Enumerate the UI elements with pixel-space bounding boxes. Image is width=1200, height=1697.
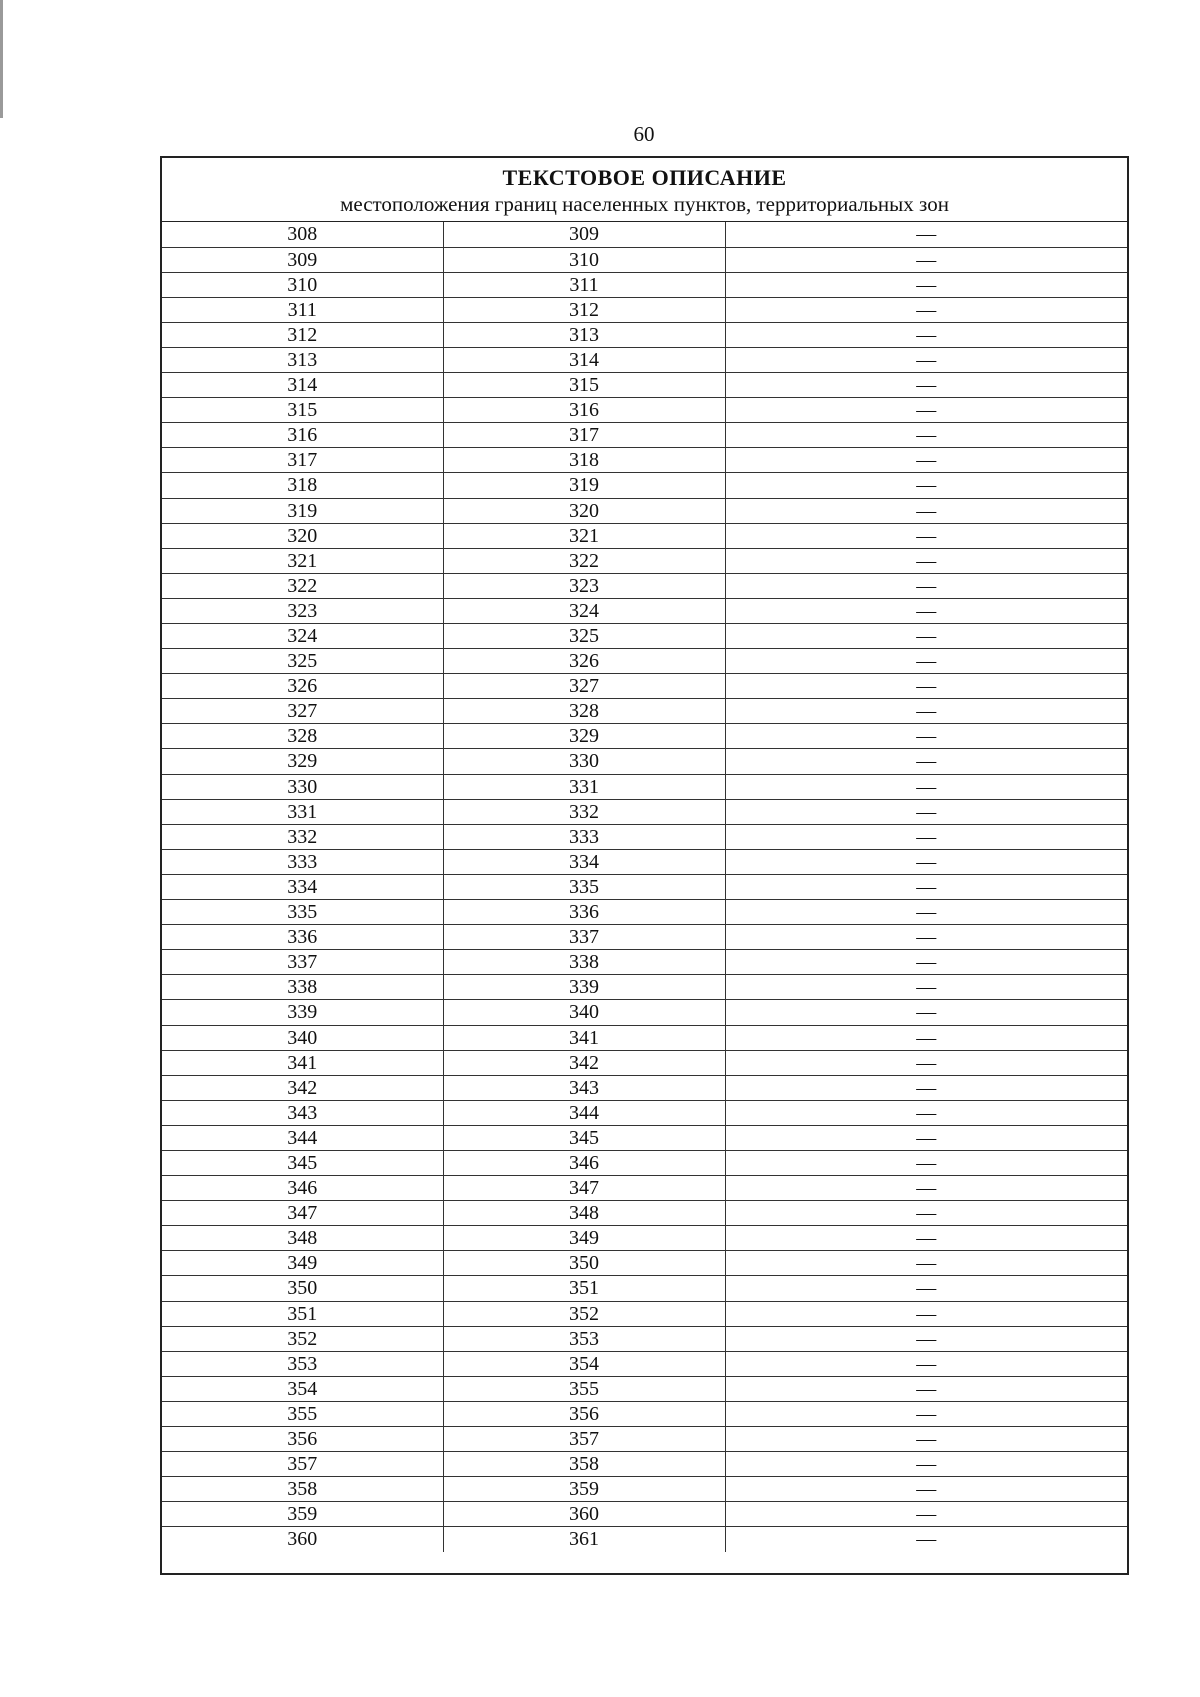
description-cell: — xyxy=(725,523,1127,548)
to-point-cell: 355 xyxy=(443,1376,725,1401)
from-point-cell: 339 xyxy=(162,1000,443,1025)
from-point-cell: 353 xyxy=(162,1351,443,1376)
from-point-cell: 344 xyxy=(162,1125,443,1150)
description-cell: — xyxy=(725,423,1127,448)
table-row xyxy=(162,247,1127,272)
table-row xyxy=(162,1502,1127,1527)
boundary-points-table xyxy=(162,222,1127,1552)
table-row xyxy=(162,749,1127,774)
from-point-cell: 349 xyxy=(162,1251,443,1276)
from-point-cell: 315 xyxy=(162,398,443,423)
to-point-cell: 319 xyxy=(443,473,725,498)
table-row xyxy=(162,272,1127,297)
description-cell: — xyxy=(725,1351,1127,1376)
from-point-cell: 319 xyxy=(162,498,443,523)
description-cell: — xyxy=(725,1502,1127,1527)
to-point-cell: 358 xyxy=(443,1452,725,1477)
from-point-cell: 325 xyxy=(162,649,443,674)
from-point-cell: 337 xyxy=(162,950,443,975)
description-cell: — xyxy=(725,849,1127,874)
to-point-cell: 324 xyxy=(443,598,725,623)
from-point-cell: 314 xyxy=(162,373,443,398)
table-row xyxy=(162,1050,1127,1075)
from-point-cell: 342 xyxy=(162,1075,443,1100)
description-cell: — xyxy=(725,1376,1127,1401)
to-point-cell: 310 xyxy=(443,247,725,272)
to-point-cell: 317 xyxy=(443,423,725,448)
table-row xyxy=(162,222,1127,247)
to-point-cell: 311 xyxy=(443,272,725,297)
description-cell: — xyxy=(916,1528,937,1551)
description-cell: — xyxy=(725,1251,1127,1276)
description-cell: — xyxy=(725,1326,1127,1351)
description-cell: — xyxy=(725,1401,1127,1426)
from-point-cell: 352 xyxy=(162,1326,443,1351)
from-point-cell: 358 xyxy=(162,1477,443,1502)
description-cell: — xyxy=(725,975,1127,1000)
from-point-cell: 312 xyxy=(162,322,443,347)
to-point-cell: 343 xyxy=(443,1075,725,1100)
table-row xyxy=(162,1376,1127,1401)
boundary-description-sheet xyxy=(160,156,1129,1575)
to-point-cell: 309 xyxy=(443,222,725,247)
description-cell: — xyxy=(725,1477,1127,1502)
table-row xyxy=(162,774,1127,799)
to-point-cell: 359 xyxy=(443,1477,725,1502)
to-point-cell: 313 xyxy=(443,322,725,347)
table-row xyxy=(162,724,1127,749)
to-point-cell: 349 xyxy=(443,1226,725,1251)
from-point-cell: 355 xyxy=(162,1401,443,1426)
from-point-cell: 346 xyxy=(162,1176,443,1201)
table-row xyxy=(162,1201,1127,1226)
table-row xyxy=(162,975,1127,1000)
from-point-cell: 356 xyxy=(162,1427,443,1452)
description-cell: — xyxy=(725,824,1127,849)
table-row xyxy=(162,1125,1127,1150)
table-row xyxy=(162,1351,1127,1376)
from-point-cell: 309 xyxy=(162,247,443,272)
to-point-cell: 348 xyxy=(443,1201,725,1226)
table-row xyxy=(162,699,1127,724)
table-subtitle: местоположения границ населенных пунктов, территориальных зон xyxy=(340,192,949,216)
from-point-cell: 350 xyxy=(162,1276,443,1301)
to-point-cell: 334 xyxy=(443,849,725,874)
to-point-cell: 326 xyxy=(443,649,725,674)
from-point-cell: 321 xyxy=(162,548,443,573)
from-point-cell: 343 xyxy=(162,1100,443,1125)
description-cell: — xyxy=(725,347,1127,372)
from-point-cell: 359 xyxy=(162,1502,443,1527)
description-cell: — xyxy=(725,1301,1127,1326)
table-row xyxy=(162,1477,1127,1502)
table-row xyxy=(162,473,1127,498)
description-cell: — xyxy=(725,498,1127,523)
to-point-cell: 342 xyxy=(443,1050,725,1075)
description-cell: — xyxy=(725,649,1127,674)
from-point-cell: 334 xyxy=(162,874,443,899)
to-point-cell: 339 xyxy=(443,975,725,1000)
from-point-cell: 318 xyxy=(162,473,443,498)
to-point-cell: 315 xyxy=(443,373,725,398)
from-point-cell: 308 xyxy=(162,222,443,247)
table-row xyxy=(162,448,1127,473)
to-point-cell: 320 xyxy=(443,498,725,523)
from-point-cell: 351 xyxy=(162,1301,443,1326)
description-cell: — xyxy=(725,724,1127,749)
table-row xyxy=(162,1427,1127,1452)
to-point-cell: 346 xyxy=(443,1150,725,1175)
from-point-cell: 345 xyxy=(162,1150,443,1175)
description-cell: — xyxy=(725,473,1127,498)
from-point-cell: 360 xyxy=(162,1527,443,1552)
description-cell: — xyxy=(725,1025,1127,1050)
table-row xyxy=(162,1326,1127,1351)
description-cell: — xyxy=(725,1125,1127,1150)
description-cell: — xyxy=(725,1000,1127,1025)
from-point-cell: 327 xyxy=(162,699,443,724)
description-cell: — xyxy=(725,297,1127,322)
description-cell: — xyxy=(725,1452,1127,1477)
description-cell: — xyxy=(725,1201,1127,1226)
to-point-cell: 356 xyxy=(443,1401,725,1426)
to-point-cell: 314 xyxy=(443,347,725,372)
table-row xyxy=(162,1226,1127,1251)
description-cell: — xyxy=(725,774,1127,799)
table-row xyxy=(162,1075,1127,1100)
from-point-cell: 357 xyxy=(162,1452,443,1477)
table-row xyxy=(162,649,1127,674)
description-cell: — xyxy=(725,222,1127,247)
to-point-cell: 354 xyxy=(443,1351,725,1376)
description-cell: — xyxy=(725,925,1127,950)
from-point-cell: 347 xyxy=(162,1201,443,1226)
from-point-cell: 341 xyxy=(162,1050,443,1075)
from-point-cell: 322 xyxy=(162,573,443,598)
description-cell: — xyxy=(725,398,1127,423)
from-point-cell: 348 xyxy=(162,1226,443,1251)
from-point-cell: 310 xyxy=(162,272,443,297)
to-point-cell: 350 xyxy=(443,1251,725,1276)
from-point-cell: 311 xyxy=(162,297,443,322)
table-row xyxy=(162,874,1127,899)
to-point-cell: 360 xyxy=(443,1502,725,1527)
table-row xyxy=(162,849,1127,874)
table-row xyxy=(162,1025,1127,1050)
description-cell: — xyxy=(725,950,1127,975)
from-point-cell: 317 xyxy=(162,448,443,473)
to-point-cell: 353 xyxy=(443,1326,725,1351)
table-row xyxy=(162,373,1127,398)
from-point-cell: 332 xyxy=(162,824,443,849)
to-point-cell: 345 xyxy=(443,1125,725,1150)
table-row xyxy=(162,1150,1127,1175)
from-point-cell: 313 xyxy=(162,347,443,372)
table-row xyxy=(162,347,1127,372)
table-row xyxy=(162,498,1127,523)
description-cell: — xyxy=(725,674,1127,699)
table-row xyxy=(162,297,1127,322)
from-point-cell: 328 xyxy=(162,724,443,749)
description-cell: — xyxy=(725,1276,1127,1301)
table-row xyxy=(162,624,1127,649)
to-point-cell: 338 xyxy=(443,950,725,975)
to-point-cell: 347 xyxy=(443,1176,725,1201)
to-point-cell: 361 xyxy=(443,1527,725,1552)
description-cell: — xyxy=(725,448,1127,473)
table-row xyxy=(162,1276,1127,1301)
table-row xyxy=(162,423,1127,448)
table-row xyxy=(162,1452,1127,1477)
table-row xyxy=(162,598,1127,623)
to-point-cell: 331 xyxy=(443,774,725,799)
description-cell: — xyxy=(725,272,1127,297)
page-number: 60 xyxy=(633,122,655,146)
to-point-cell: 330 xyxy=(443,749,725,774)
description-cell: — xyxy=(725,247,1127,272)
to-point-cell: 323 xyxy=(443,573,725,598)
table-row xyxy=(162,674,1127,699)
from-point-cell: 326 xyxy=(162,674,443,699)
table-row xyxy=(162,824,1127,849)
table-header xyxy=(162,158,1127,222)
table-row xyxy=(162,523,1127,548)
description-cell: — xyxy=(725,573,1127,598)
to-point-cell: 352 xyxy=(443,1301,725,1326)
description-cell: — xyxy=(725,900,1127,925)
description-cell: — xyxy=(725,1427,1127,1452)
to-point-cell: 335 xyxy=(443,874,725,899)
to-point-cell: 325 xyxy=(443,624,725,649)
from-point-cell: 323 xyxy=(162,598,443,623)
from-point-cell: 316 xyxy=(162,423,443,448)
from-point-cell: 331 xyxy=(162,799,443,824)
table-body xyxy=(162,222,1127,1552)
to-point-cell: 321 xyxy=(443,523,725,548)
to-point-cell: 333 xyxy=(443,824,725,849)
from-point-cell: 320 xyxy=(162,523,443,548)
description-cell: — xyxy=(725,373,1127,398)
from-point-cell: 329 xyxy=(162,749,443,774)
description-cell: — xyxy=(725,1226,1127,1251)
from-point-cell: 333 xyxy=(162,849,443,874)
to-point-cell: 322 xyxy=(443,548,725,573)
to-point-cell: 329 xyxy=(443,724,725,749)
to-point-cell: 337 xyxy=(443,925,725,950)
table-row xyxy=(162,1000,1127,1025)
to-point-cell: 328 xyxy=(443,699,725,724)
to-point-cell: 318 xyxy=(443,448,725,473)
from-point-cell: 340 xyxy=(162,1025,443,1050)
table-row xyxy=(162,950,1127,975)
description-cell: — xyxy=(725,1100,1127,1125)
to-point-cell: 332 xyxy=(443,799,725,824)
description-cell: — xyxy=(725,1075,1127,1100)
table-row xyxy=(162,1527,1127,1552)
description-cell: — xyxy=(725,1176,1127,1201)
table-row xyxy=(162,1401,1127,1426)
table-row xyxy=(162,1176,1127,1201)
to-point-cell: 351 xyxy=(443,1276,725,1301)
table-row xyxy=(162,900,1127,925)
scan-edge-mark xyxy=(0,0,3,118)
to-point-cell: 357 xyxy=(443,1427,725,1452)
to-point-cell: 336 xyxy=(443,900,725,925)
table-row xyxy=(162,548,1127,573)
table-row xyxy=(162,398,1127,423)
description-cell: — xyxy=(725,322,1127,347)
description-cell: — xyxy=(725,598,1127,623)
description-cell: — xyxy=(725,874,1127,899)
table-row xyxy=(162,1100,1127,1125)
description-cell: — xyxy=(725,749,1127,774)
to-point-cell: 327 xyxy=(443,674,725,699)
from-point-cell: 354 xyxy=(162,1376,443,1401)
to-point-cell: 312 xyxy=(443,297,725,322)
description-cell: — xyxy=(725,548,1127,573)
description-cell: — xyxy=(725,1150,1127,1175)
to-point-cell: 341 xyxy=(443,1025,725,1050)
description-cell: — xyxy=(725,799,1127,824)
to-point-cell: 316 xyxy=(443,398,725,423)
from-point-cell: 335 xyxy=(162,900,443,925)
table-row xyxy=(162,573,1127,598)
from-point-cell: 336 xyxy=(162,925,443,950)
from-point-cell: 330 xyxy=(162,774,443,799)
to-point-cell: 344 xyxy=(443,1100,725,1125)
description-cell: — xyxy=(725,1050,1127,1075)
table-title: ТЕКСТОВОЕ ОПИСАНИЕ xyxy=(502,165,787,190)
from-point-cell: 324 xyxy=(162,624,443,649)
to-point-cell: 340 xyxy=(443,1000,725,1025)
table-row xyxy=(162,799,1127,824)
table-row xyxy=(162,925,1127,950)
description-cell: — xyxy=(725,699,1127,724)
table-row xyxy=(162,322,1127,347)
table-row xyxy=(162,1301,1127,1326)
table-row xyxy=(162,1251,1127,1276)
from-point-cell: 338 xyxy=(162,975,443,1000)
description-cell: — xyxy=(725,624,1127,649)
